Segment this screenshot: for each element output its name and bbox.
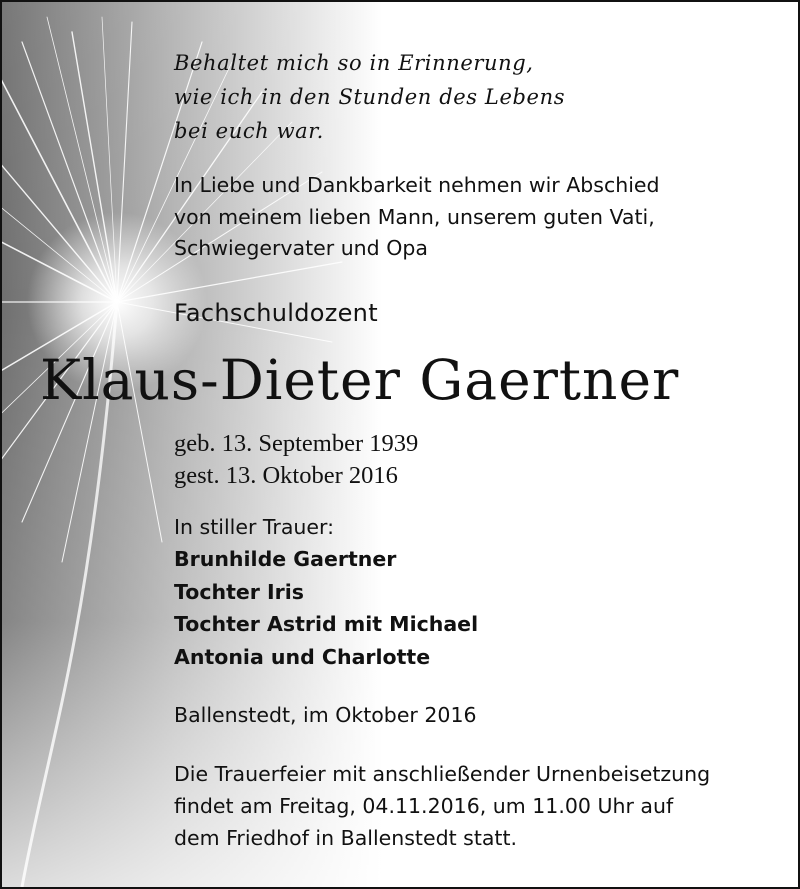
deceased-title: Fachschuldozent	[174, 299, 378, 327]
birth-date: geb. 13. September 1939	[174, 430, 419, 457]
mourning-label: In stiller Trauer:	[174, 515, 334, 539]
place-date: Ballenstedt, im Oktober 2016	[174, 703, 477, 727]
mourner-name: Antonia und Charlotte	[174, 644, 431, 669]
intro-line: von meinem lieben Mann, unserem guten Vati,	[174, 204, 655, 229]
funeral-service-info	[174, 758, 710, 854]
death-date: gest. 13. Oktober 2016	[174, 462, 398, 489]
mourners-list	[174, 543, 478, 673]
deceased-name: Klaus-Dieter Gaertner	[40, 348, 680, 412]
service-line: dem Friedhof in Ballenstedt statt.	[174, 826, 518, 850]
motto-line: Behaltet mich so in Erinnerung,	[174, 51, 534, 75]
mourner-name: Tochter Astrid mit Michael	[174, 612, 479, 636]
motto-quote	[174, 46, 565, 148]
motto-line: wie ich in den Stunden des Lebens	[174, 85, 566, 109]
mourner-name: Tochter Iris	[174, 579, 305, 604]
service-line: Die Trauerfeier mit anschließender Urnenbeisetzung	[174, 762, 711, 786]
service-line: findet am Freitag, 04.11.2016, um 11.00 Uhr auf	[174, 794, 674, 818]
mourner-name: Brunhilde Gaertner	[174, 547, 397, 571]
motto-line: bei euch war.	[174, 119, 324, 143]
intro-line: In Liebe und Dankbarkeit nehmen wir Abschied	[174, 173, 660, 197]
life-dates	[174, 428, 418, 492]
intro-line: Schwiegervater und Opa	[174, 236, 428, 260]
notice-content	[2, 2, 798, 887]
intro-text	[174, 170, 660, 265]
